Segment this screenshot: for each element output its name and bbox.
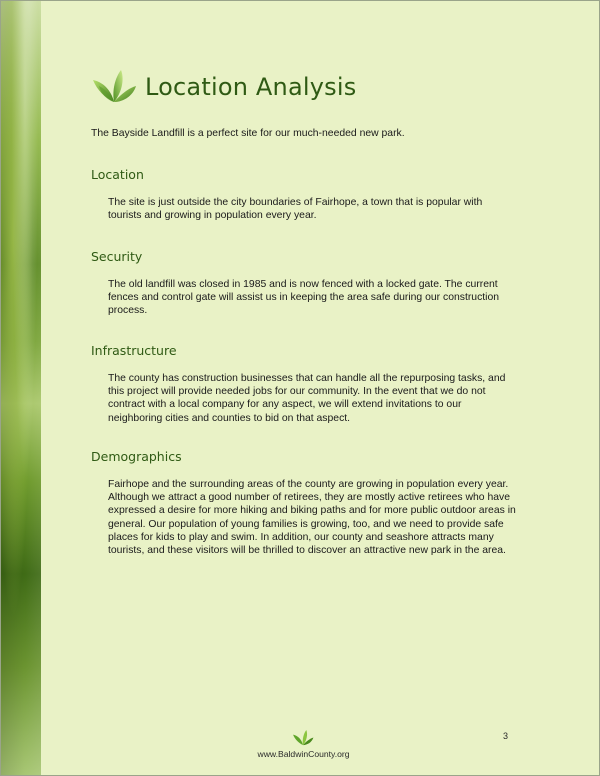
section-location (91, 167, 531, 222)
intro-paragraph: The Bayside Landfill is a perfect site for our much-needed new park. (91, 128, 405, 139)
section-security (91, 249, 531, 318)
title-row (91, 67, 356, 107)
section-body: The county has construction businesses that can handle all the repurposing tasks, and this project will provide needed jobs for our community. In the event that we do not contract with a local company for any aspect, we will extend invitations to our neighboring cities and counties to bid on that aspect. (108, 373, 506, 424)
footer-url[interactable]: www.BaldwinCounty.org (257, 749, 350, 759)
section-heading: Infrastructure (91, 343, 177, 358)
page-title: Location Analysis (145, 73, 357, 101)
section-body: The site is just outside the city boundaries of Fairhope, a town that is popular with tourists and growing in population every year. (108, 197, 483, 222)
section-heading: Demographics (91, 449, 182, 464)
section-demographics (91, 449, 531, 557)
decorative-side-image (1, 1, 41, 775)
leaf-logo-icon (91, 68, 137, 106)
page-number: 3 (503, 731, 509, 741)
section-infrastructure (91, 343, 531, 425)
section-body: The old landfill was closed in 1985 and is now fenced with a locked gate. The current fences and control gate will assist us in keeping the area safe during our construction process. (108, 279, 500, 317)
section-heading: Security (91, 249, 143, 264)
section-body: Fairhope and the surrounding areas of the county are growing in population every year. Although we attract a good number of retirees, they are mostly active retirees who have expressed a desire for more hiking and biking paths and for more public outdoor areas in general. Our population of young families is growing, too, and we need to provide safe places for kids to play and swim. In addition, our county and seashore attracts many tourists, and these visitors will be thrilled to discover an attractive new park in the area. (108, 479, 516, 557)
section-heading: Location (91, 167, 144, 182)
footer-leaf-logo-icon (292, 729, 314, 747)
